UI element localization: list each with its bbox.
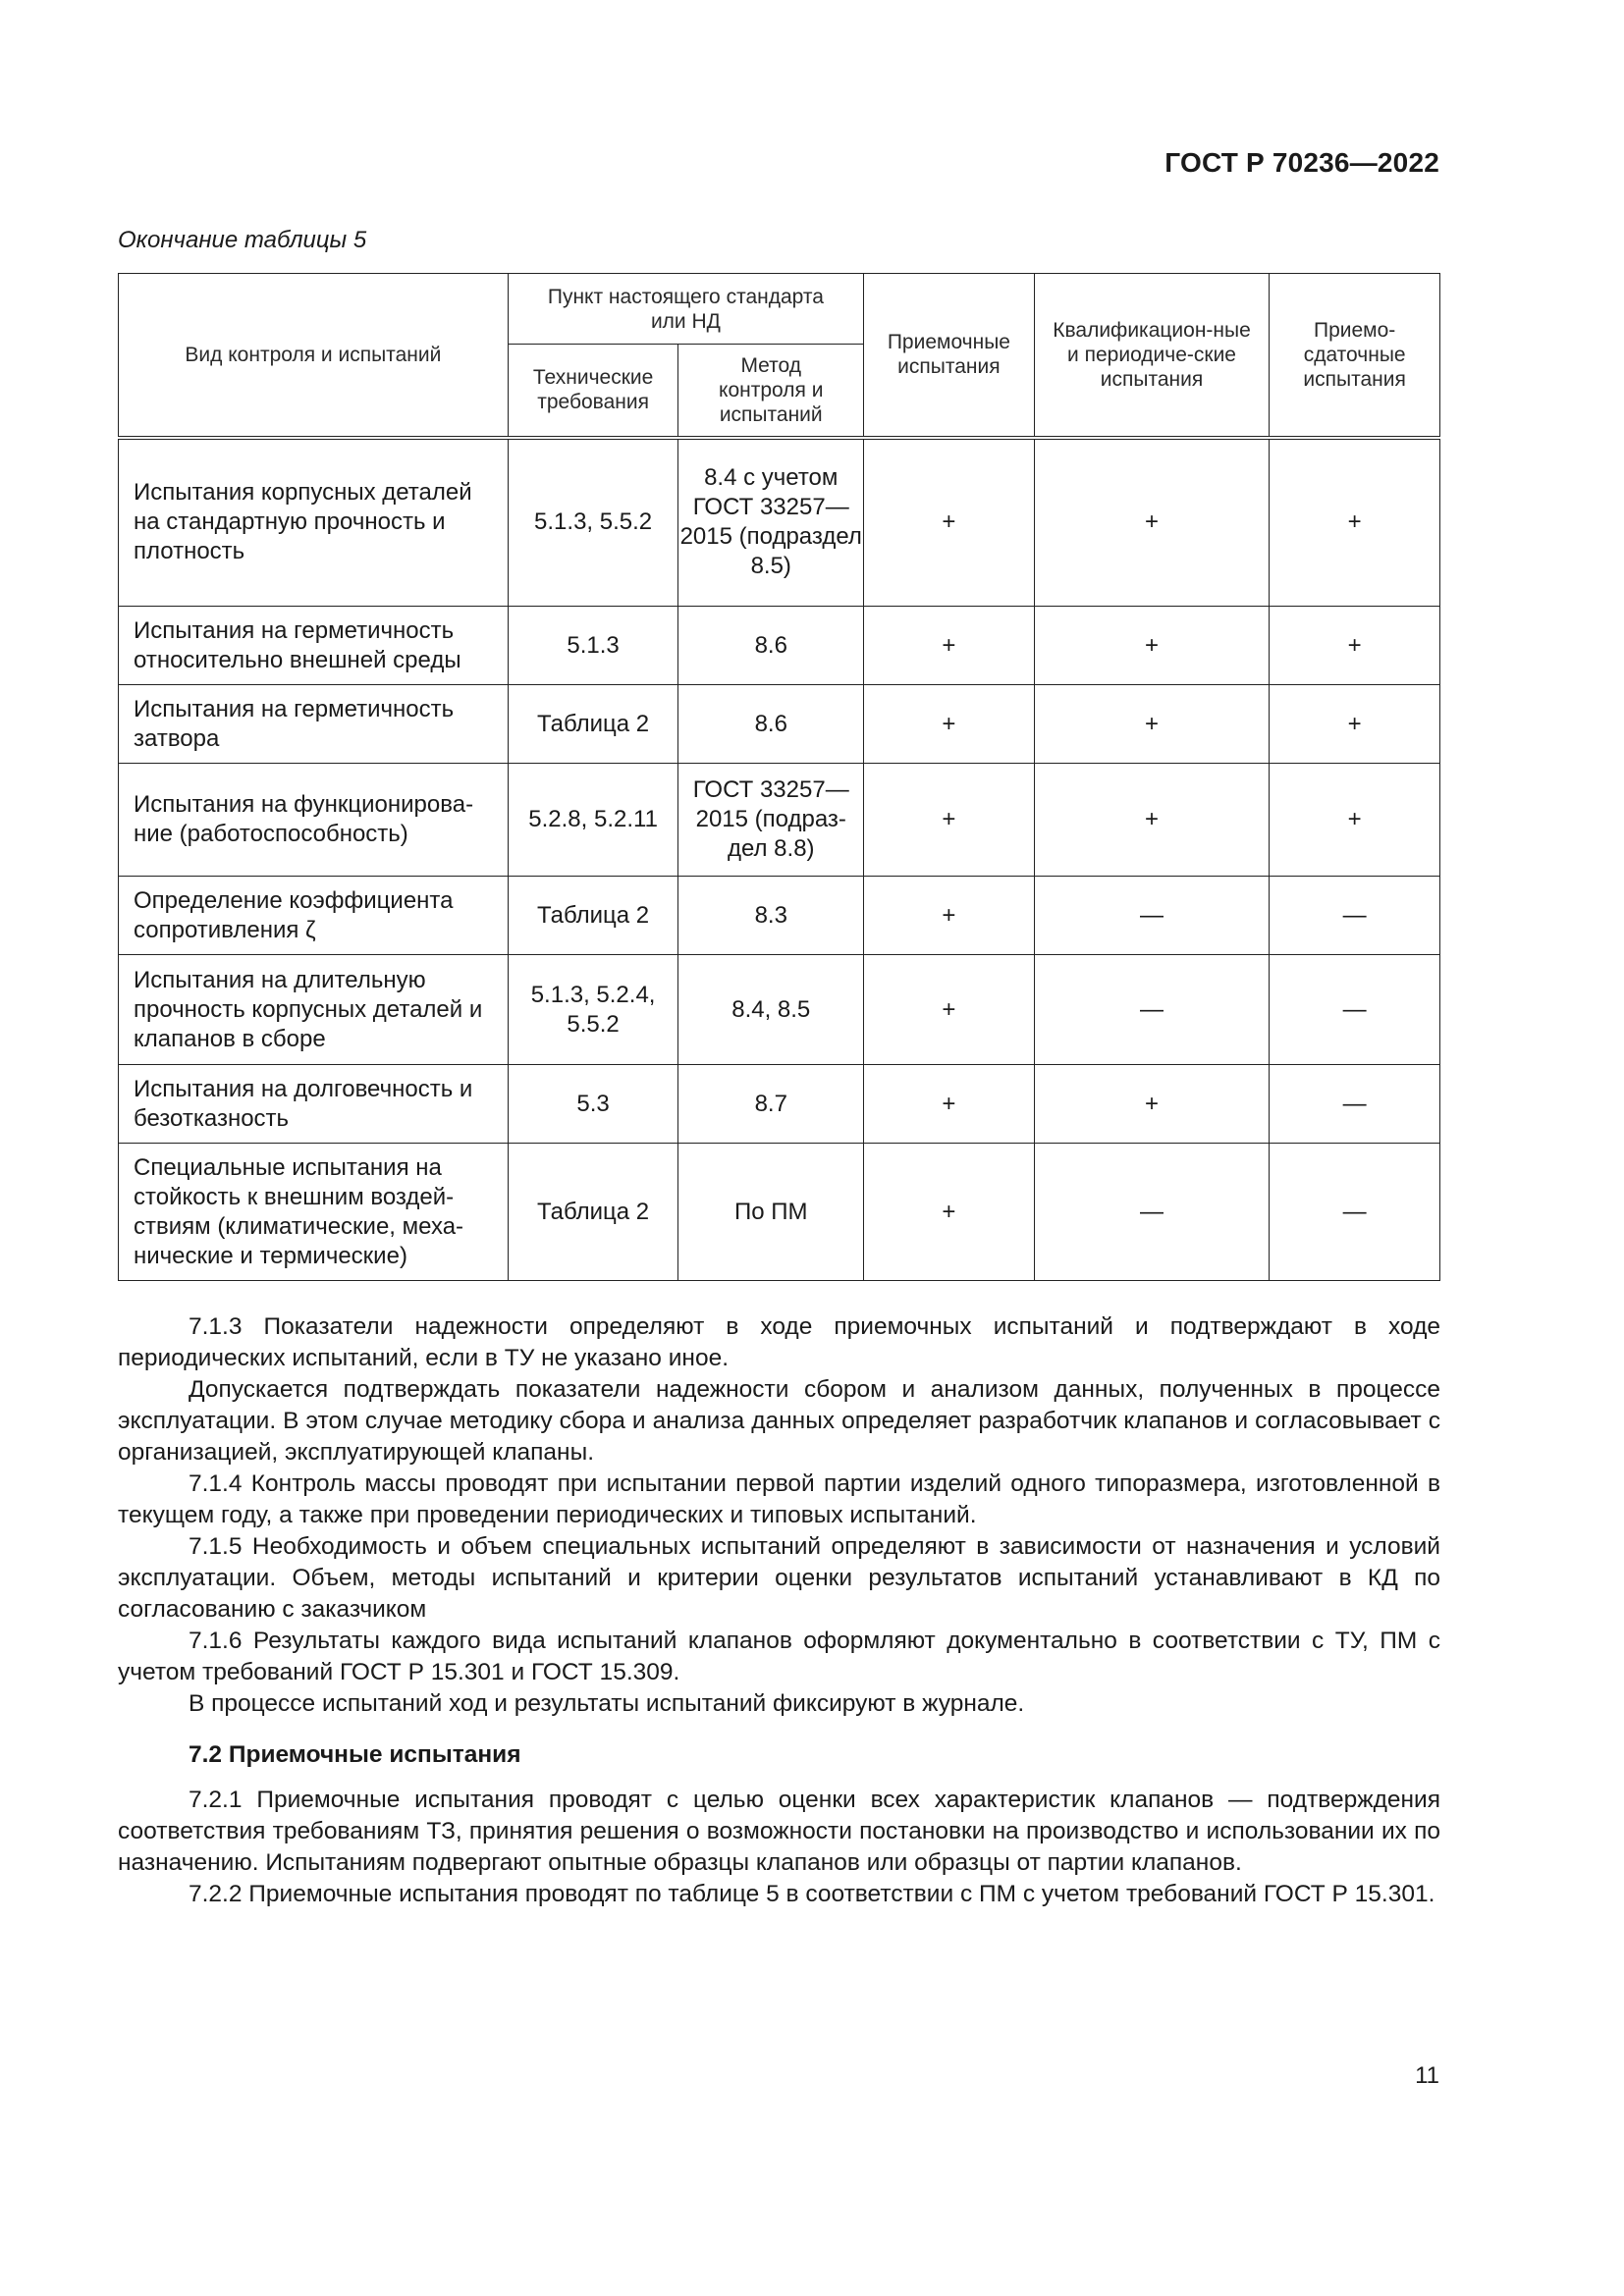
table-row (119, 764, 1440, 877)
cell-delivery: — (1270, 877, 1440, 955)
table-caption: Окончание таблицы 5 (118, 227, 367, 253)
cell-qualification: + (1034, 764, 1270, 877)
cell-tech-req: 5.1.3, 5.2.4, 5.5.2 (508, 955, 678, 1065)
header-qualification-tests: Квалификацион-ные и периодиче-ские испытания (1034, 274, 1270, 438)
cell-delivery: + (1270, 685, 1440, 764)
cell-delivery: + (1270, 607, 1440, 685)
cell-tech-req: Таблица 2 (508, 685, 678, 764)
section-heading-7-2: 7.2 Приемочные испытания (189, 1741, 521, 1768)
cell-kind: Испытания на герметичность относительно внешней среды (119, 607, 509, 685)
paragraph-7-1-6-continued: В процессе испытаний ход и результаты испытаний фиксируют в журнале. (189, 1690, 1025, 1717)
cell-tech-req: 5.1.3 (508, 607, 678, 685)
header-method: Метод контроля и испытаний (678, 345, 864, 438)
cell-delivery: — (1270, 1065, 1440, 1144)
cell-kind: Специальные испытания на стойкость к внешним воздей-ствиям (климатические, меха-нические и термические) (119, 1144, 509, 1281)
tests-table (118, 273, 1440, 1281)
cell-method: 8.7 (678, 1065, 864, 1144)
header-acceptance-tests: Приемочные испытания (864, 274, 1035, 438)
cell-kind: Испытания на функционирова-ние (работоспособность) (119, 764, 509, 877)
cell-method: 8.6 (678, 685, 864, 764)
cell-tech-req: 5.2.8, 5.2.11 (508, 764, 678, 877)
paragraph-7-2-1: 7.2.1 Приемочные испытания проводят с целью оценки всех характеристик клапанов — подтверждения соответствия требованиям ТЗ, принятия решения о возможности постановки на производство и использовании их по назначению. Испытаниям подвергают опытные образцы клапанов или образцы от партии клапанов. (118, 1787, 1440, 1876)
cell-acceptance: + (864, 955, 1035, 1065)
table-row (119, 955, 1440, 1065)
table-row (119, 1065, 1440, 1144)
header-clause-group: Пункт настоящего стандарта или НД (508, 274, 863, 345)
table-row (119, 685, 1440, 764)
table-row (119, 607, 1440, 685)
cell-tech-req: 5.1.3, 5.5.2 (508, 438, 678, 607)
paragraph-7-1-5: 7.1.5 Необходимость и объем специальных испытаний определяют в зависимости от назначения и условий эксплуатации. Объем, методы испытаний и критерии оценки результатов испытаний устанавливают в КД по согласованию с заказчиком (118, 1533, 1440, 1623)
cell-qualification: — (1034, 877, 1270, 955)
page-number: 11 (1415, 2062, 1439, 2089)
cell-method: 8.4 с учетом ГОСТ 33257—2015 (подраздел 8.5) (678, 438, 864, 607)
cell-delivery: — (1270, 955, 1440, 1065)
cell-qualification: + (1034, 438, 1270, 607)
cell-qualification: — (1034, 955, 1270, 1065)
cell-method: По ПМ (678, 1144, 864, 1281)
cell-kind: Испытания на длительную прочность корпусных деталей и клапанов в сборе (119, 955, 509, 1065)
cell-qualification: + (1034, 607, 1270, 685)
cell-acceptance: + (864, 877, 1035, 955)
cell-acceptance: + (864, 685, 1035, 764)
cell-method: 8.6 (678, 607, 864, 685)
cell-acceptance: + (864, 607, 1035, 685)
paragraph-7-1-3-continued: Допускается подтверждать показатели надежности сбором и анализом данных, полученных в процессе эксплуатации. В этом случае методику сбора и анализа данных определяет разработчик клапанов и согласовывает с организацией, эксплуатирующей клапаны. (118, 1376, 1440, 1466)
paragraph-7-1-4: 7.1.4 Контроль массы проводят при испытании первой партии изделий одного типоразмера, изготовленной в текущем году, а также при проведении периодических и типовых испытаний. (118, 1470, 1440, 1528)
cell-method: 8.4, 8.5 (678, 955, 864, 1065)
cell-acceptance: + (864, 764, 1035, 877)
paragraph-7-2-2: 7.2.2 Приемочные испытания проводят по таблице 5 в соответствии с ПМ с учетом требований ГОСТ Р 15.301. (189, 1881, 1435, 1907)
cell-delivery: — (1270, 1144, 1440, 1281)
header-tech-req: Технические требования (508, 345, 678, 438)
cell-delivery: + (1270, 764, 1440, 877)
document-id: ГОСТ Р 70236—2022 (1164, 147, 1439, 178)
header-kind: Вид контроля и испытаний (119, 274, 509, 438)
cell-method: 8.3 (678, 877, 864, 955)
table-row (119, 1144, 1440, 1281)
cell-acceptance: + (864, 1065, 1035, 1144)
header-delivery-tests: Приемо-сдаточные испытания (1270, 274, 1440, 438)
cell-qualification: — (1034, 1144, 1270, 1281)
cell-kind: Испытания на долговечность и безотказность (119, 1065, 509, 1144)
table-row (119, 877, 1440, 955)
paragraph-7-1-6: 7.1.6 Результаты каждого вида испытаний клапанов оформляют документально в соответствии с ТУ, ПМ с учетом требований ГОСТ Р 15.301 и ГОСТ 15.309. (118, 1628, 1440, 1685)
cell-qualification: + (1034, 685, 1270, 764)
cell-kind: Испытания корпусных деталей на стандартную прочность и плотность (119, 438, 509, 607)
cell-kind: Испытания на герметичность затвора (119, 685, 509, 764)
cell-delivery: + (1270, 438, 1440, 607)
cell-kind: Определение коэффициента сопротивления ζ (119, 877, 509, 955)
cell-tech-req: Таблица 2 (508, 877, 678, 955)
cell-acceptance: + (864, 1144, 1035, 1281)
cell-tech-req: Таблица 2 (508, 1144, 678, 1281)
cell-acceptance: + (864, 438, 1035, 607)
cell-tech-req: 5.3 (508, 1065, 678, 1144)
body-text (118, 1311, 1440, 1910)
paragraph-7-1-3: 7.1.3 Показатели надежности определяют в ходе приемочных испытаний и подтверждают в ходе периодических испытаний, если в ТУ не указано иное. (118, 1313, 1440, 1371)
table-row (119, 438, 1440, 607)
cell-method: ГОСТ 33257—2015 (подраз-дел 8.8) (678, 764, 864, 877)
cell-qualification: + (1034, 1065, 1270, 1144)
